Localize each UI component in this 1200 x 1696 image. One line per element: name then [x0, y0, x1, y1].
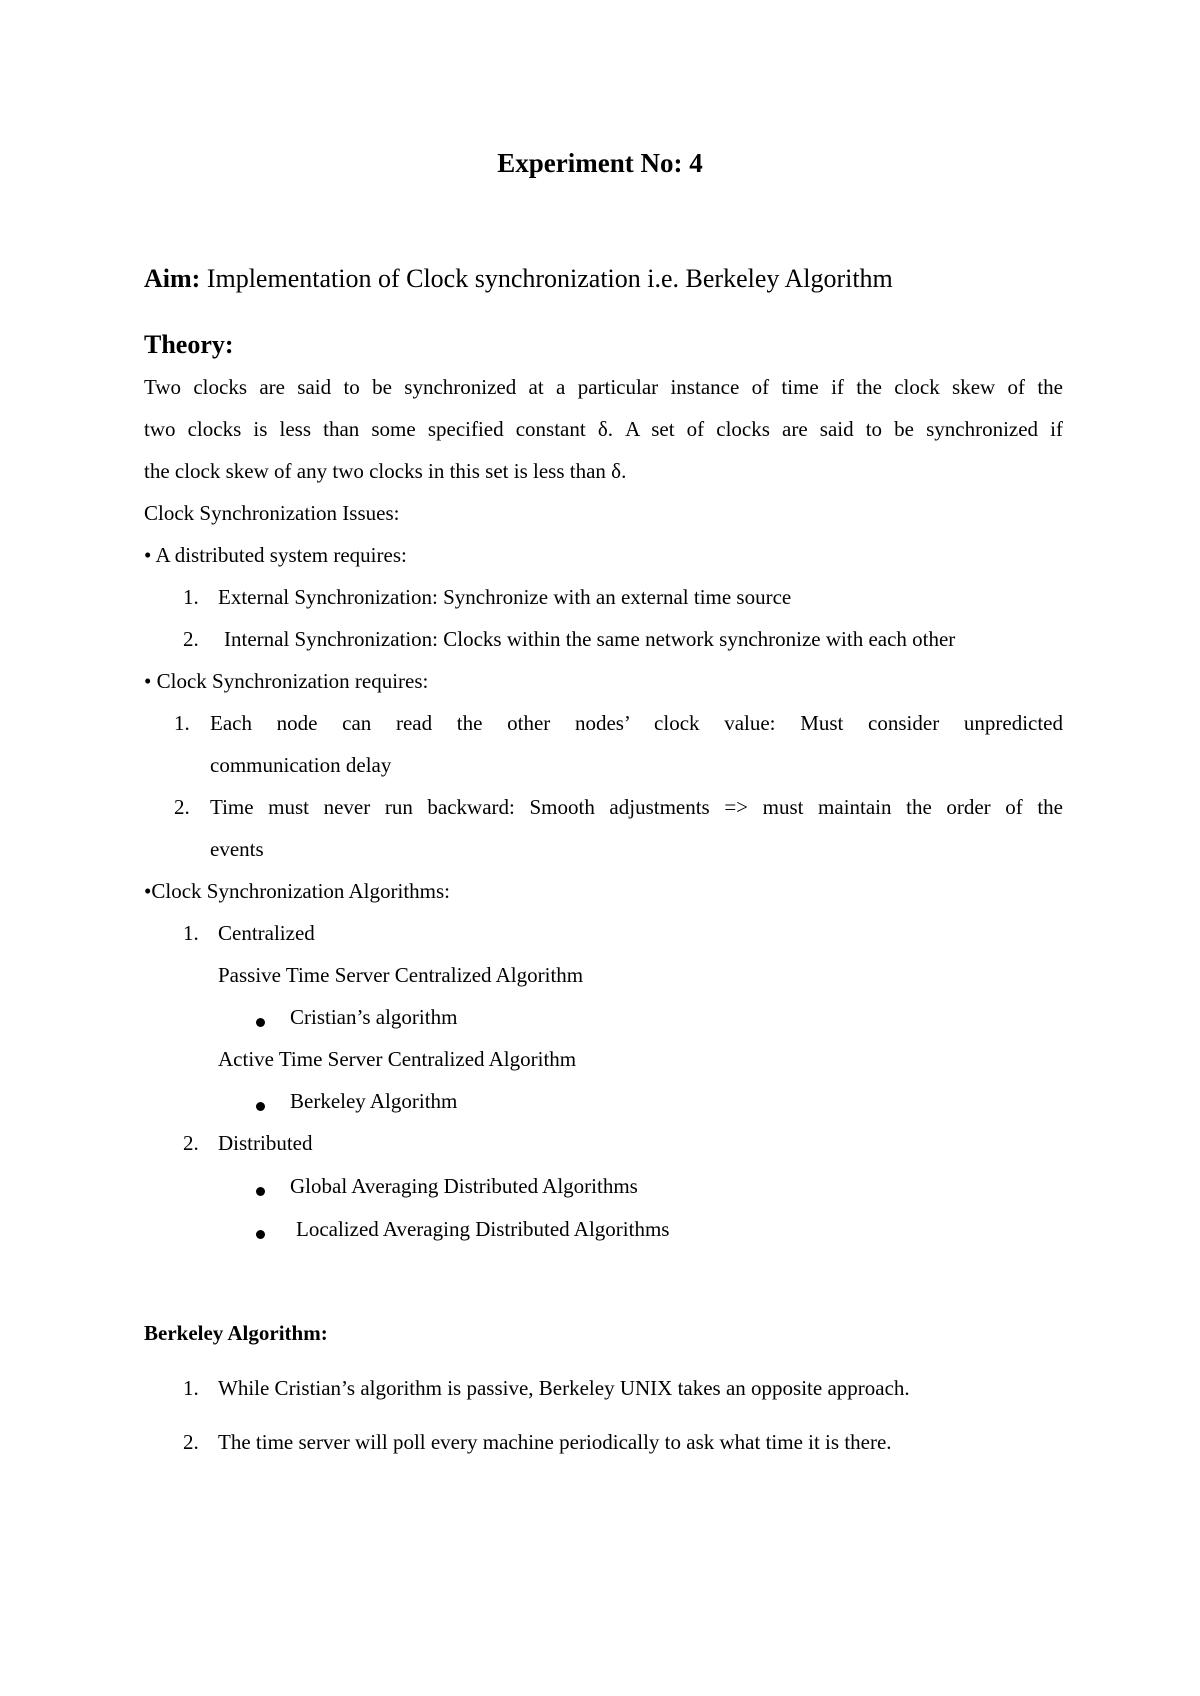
centralized-num: 1.	[183, 921, 199, 945]
clock-item-2-line-1: Time must never run backward: Smooth adjustments => must maintain the order of the	[210, 795, 1063, 819]
theory-line-3: the clock skew of any two clocks in this set is less than δ.	[144, 459, 627, 483]
clock-item-2-num: 2.	[174, 795, 190, 819]
berkeley-item-1-text: While Cristian’s algorithm is passive, Berkeley UNIX takes an opposite approach.	[218, 1376, 910, 1400]
aim-line	[144, 264, 893, 294]
passive-label: Passive Time Server Centralized Algorithm	[218, 963, 584, 987]
active-label: Active Time Server Centralized Algorithm	[218, 1047, 577, 1071]
theory-line-1: Two clocks are said to be synchronized at a particular instance of time if the clock skew of the	[144, 375, 1063, 399]
distributed-label: Distributed	[218, 1131, 313, 1155]
bullet-localized-icon	[256, 1227, 265, 1245]
dist-item-1-num: 1.	[183, 585, 199, 609]
aim-label: Aim:	[144, 264, 201, 293]
bullet-berkeley-icon	[256, 1099, 265, 1117]
aim-text: Implementation of Clock synchronization i.e. Berkeley Algorithm	[200, 264, 893, 293]
clock-item-1-line-1: Each node can read the other nodes’ clock value: Must consider unpredicted	[210, 711, 1063, 735]
clock-requires: • Clock Synchronization requires:	[144, 669, 429, 693]
centralized-label: Centralized	[218, 921, 315, 945]
berkeley-label: Berkeley Algorithm	[290, 1089, 458, 1113]
dist-item-2-text: Internal Synchronization: Clocks within the same network synchronize with each other	[224, 627, 956, 651]
global-label: Global Averaging Distributed Algorithms	[290, 1174, 638, 1198]
berkeley-item-2-text: The time server will poll every machine periodically to ask what time it is there.	[218, 1430, 892, 1454]
theory-line-2: two clocks is less than some specified constant δ. A set of clocks are said to be synchronized if	[144, 417, 1063, 441]
bullet-cristian-icon	[256, 1015, 265, 1033]
distributed-num: 2.	[183, 1131, 199, 1155]
algorithms-heading: •Clock Synchronization Algorithms:	[144, 879, 450, 903]
page-title: Experiment No: 4	[497, 148, 703, 178]
localized-label: Localized Averaging Distributed Algorithms	[296, 1217, 670, 1241]
issues-heading: Clock Synchronization Issues:	[144, 501, 400, 525]
theory-heading: Theory:	[144, 330, 234, 359]
berkeley-item-2-num: 2.	[183, 1430, 199, 1454]
bullet-global-icon	[256, 1184, 265, 1202]
clock-item-2-line-2: events	[210, 837, 264, 861]
dist-item-2-num: 2.	[183, 627, 199, 651]
dist-item-1-text: External Synchronization: Synchronize with an external time source	[218, 585, 792, 609]
cristian-label: Cristian’s algorithm	[290, 1005, 458, 1029]
berkeley-heading: Berkeley Algorithm:	[144, 1321, 328, 1345]
clock-item-1-num: 1.	[174, 711, 190, 735]
berkeley-item-1-num: 1.	[183, 1376, 199, 1400]
distributed-requires: • A distributed system requires:	[144, 543, 407, 567]
clock-item-1-line-2: communication delay	[210, 753, 392, 777]
